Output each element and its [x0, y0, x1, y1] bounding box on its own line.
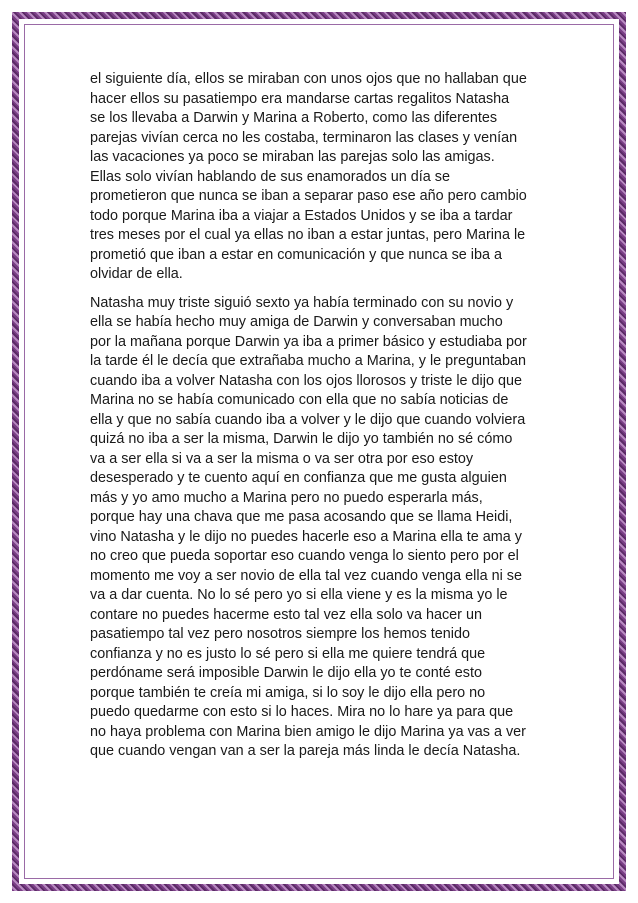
text-line: va a dar cuenta. No lo sé pero yo si ella viene y es la misma yo le	[90, 587, 508, 603]
text-line: Ellas solo vivían hablando de sus enamorados un día se	[90, 168, 450, 185]
text-line: va a ser ella si va a ser la misma o va ser otra por eso estoy	[90, 450, 474, 467]
text-line: porque hay una chava que me pasa acosando que se llama Heidi,	[90, 509, 513, 525]
text-line: vino Natasha y le dijo no puedes hacerle eso a Marina ella te ama y	[90, 528, 522, 545]
text-line: contare no puedes hacerme esto tal vez ella solo va hacer un	[90, 606, 482, 623]
text-line: ella se había hecho muy amiga de Darwin y conversaban mucho	[90, 314, 503, 330]
text-line: ella y que no sabía cuando iba a volver y le dijo que cuando volviera	[90, 411, 526, 428]
text-line: las vacaciones ya poco se miraban las parejas solo las amigas.	[90, 149, 495, 165]
text-line: Marina no se había comunicado con ella que no sabía noticias de	[90, 392, 509, 408]
document-body	[90, 70, 556, 771]
text-line: la tarde él le decía que extrañaba mucho a Marina, y le preguntaban	[90, 353, 526, 369]
text-line: momento me voy a ser novio de ella tal vez cuando venga ella ni se	[90, 567, 522, 584]
text-line: desesperado y te cuento aquí en confianza que me gusta alguien	[90, 470, 507, 486]
text-line: porque también te creía mi amiga, si lo soy le dijo ella pero no	[90, 684, 486, 701]
text-line: olvidar de ella.	[90, 266, 183, 282]
text-line: hacer ellos su pasatiempo era mandarse cartas regalitos Natasha	[90, 90, 510, 107]
text-line: confianza y no es justo lo sé pero si ella me quiere tendrá que	[90, 645, 486, 662]
text-line: Natasha muy triste siguió sexto ya había terminado con su novio y	[90, 294, 514, 311]
text-line: quizá no iba a ser la misma, Darwin le dijo yo también no sé cómo	[90, 431, 513, 447]
text-line: el siguiente día, ellos se miraban con unos ojos que no hallaban que	[90, 71, 527, 87]
paragraph-2	[90, 294, 556, 762]
paragraph-1	[90, 70, 556, 285]
text-line: por la mañana porque Darwin ya iba a primer básico y estudiaba por	[90, 333, 527, 350]
text-line: prometió que iban a estar en comunicación y que nunca se iba a	[90, 246, 502, 263]
text-line: que cuando vengan van a ser la pareja más linda le decía Natasha.	[90, 743, 521, 759]
text-line: todo porque Marina iba a viajar a Estados Unidos y se iba a tardar	[90, 207, 513, 224]
text-line: perdóname será imposible Darwin le dijo ella yo te conté esto	[90, 665, 482, 681]
text-line: más y yo amo mucho a Marina pero no puedo esperarla más,	[90, 489, 483, 506]
text-line: pasatiempo tal vez pero nosotros siempre los hemos tenido	[90, 626, 470, 642]
text-line: no haya problema con Marina bien amigo le dijo Marina ya vas a ver	[90, 723, 526, 740]
text-line: cuando iba a volver Natasha con los ojos llorosos y triste le dijo que	[90, 372, 522, 389]
text-line: parejas vivían cerca no les costaba, terminaron las clases y venían	[90, 129, 518, 146]
text-line: puedo quedarme con esto si lo haces. Mira no lo hare ya para que	[90, 704, 514, 720]
text-line: tres meses por el cual ya ellas no iban a estar juntas, pero Marina le	[90, 227, 526, 243]
text-line: se los llevaba a Darwin y Marina a Roberto, como las diferentes	[90, 110, 498, 126]
text-line: prometieron que nunca se iban a separar paso ese año pero cambio	[90, 188, 527, 204]
text-line: no creo que pueda soportar eso cuando venga lo siento pero por el	[90, 548, 519, 564]
